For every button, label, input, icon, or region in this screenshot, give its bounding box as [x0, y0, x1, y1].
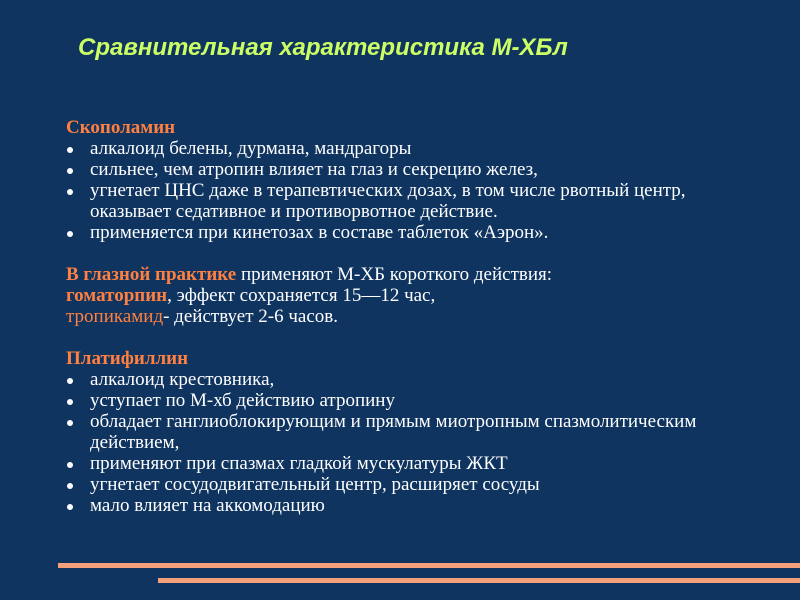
ophthalmic-paragraph	[66, 264, 766, 327]
ophthalmic-lead: В глазной практике	[66, 264, 237, 285]
drug-tropicamide-desc: - действует 2-6 часов.	[163, 306, 338, 327]
list-item: уступает по М-хб действию атропину	[66, 390, 766, 411]
ophthalmic-line-1	[66, 264, 766, 285]
platyphylline-list	[66, 369, 766, 516]
ophthalmic-lead-rest: применяют М-ХБ короткого действия:	[236, 264, 553, 285]
drug-homatropine: гоматорпин	[66, 285, 168, 306]
list-item: угнетает ЦНС даже в терапевтических дозах, в том числе рвотный центр, оказывает седативное и противорвотное действие.	[66, 180, 766, 222]
ophthalmic-line-2	[66, 285, 766, 306]
list-item: угнетает сосудодвигательный центр, расширяет сосуды	[66, 474, 766, 495]
section-heading-platyphylline: Платифиллин	[66, 348, 189, 369]
list-item: обладает ганглиоблокирующим и прямым миотропным спазмолитическим действием,	[66, 411, 766, 453]
section-heading-scopolamine: Скополамин	[66, 117, 176, 138]
ophthalmic-line-3	[66, 306, 766, 327]
drug-homatropine-desc: , эффект сохраняется 15—12 час,	[167, 285, 436, 306]
list-item: применяют при спазмах гладкой мускулатуры ЖКТ	[66, 453, 766, 474]
drug-tropicamide: тропикамид	[66, 306, 164, 327]
scopolamine-list	[66, 138, 766, 243]
list-item: алкалоид крестовника,	[66, 369, 766, 390]
list-item: сильнее, чем атропин влияет на глаз и секрецию желез,	[66, 159, 766, 180]
decorative-stripe-bottom	[158, 578, 800, 583]
list-item: мало влияет на аккомодацию	[66, 495, 766, 516]
decorative-stripe-top	[58, 563, 800, 568]
slide-title: Сравнительная характеристика М-ХБл	[78, 34, 568, 61]
slide-content	[66, 117, 766, 516]
list-item: алкалоид белены, дурмана, мандрагоры	[66, 138, 766, 159]
list-item: применяется при кинетозах в составе таблеток «Аэрон».	[66, 222, 766, 243]
